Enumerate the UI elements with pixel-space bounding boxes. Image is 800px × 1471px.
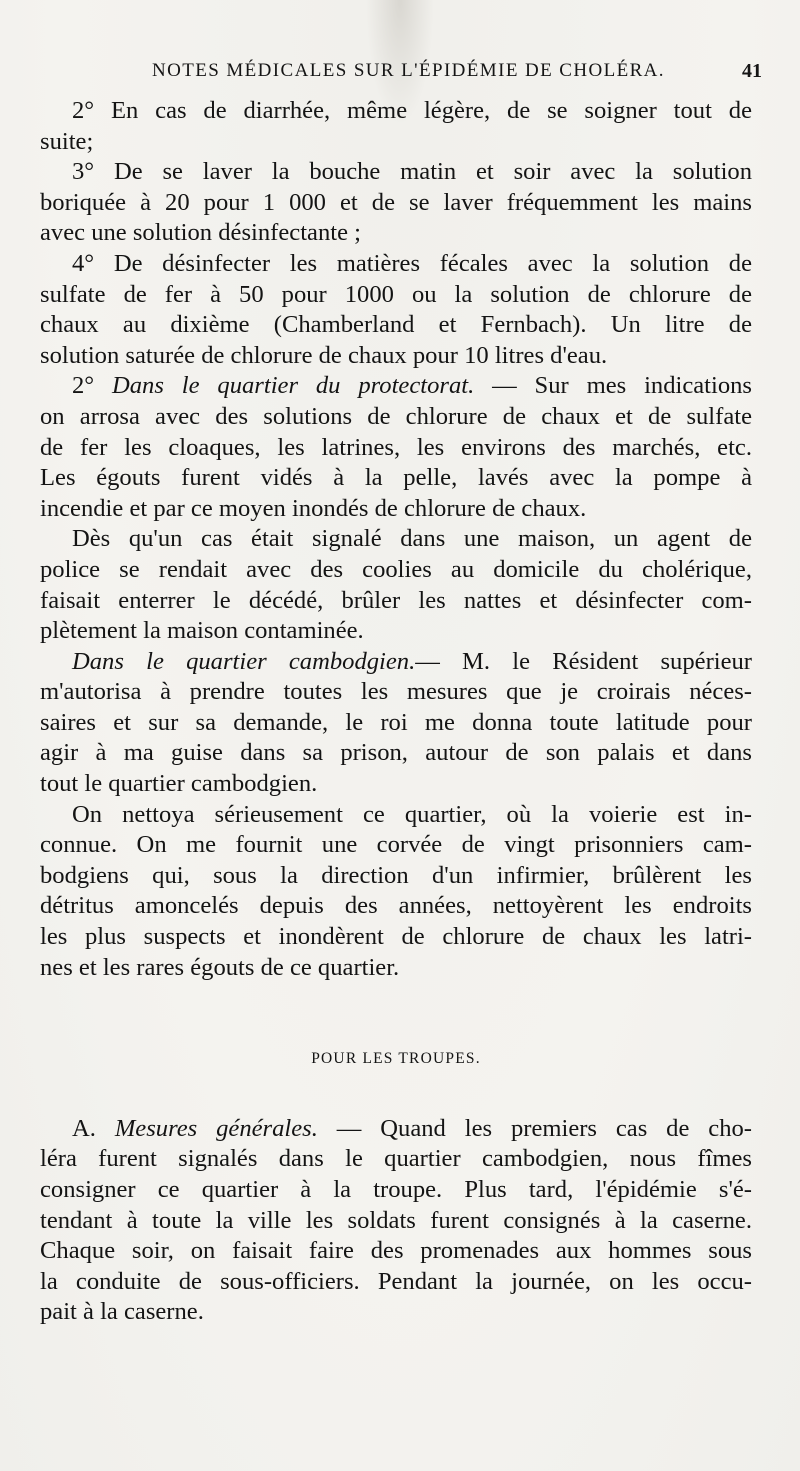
text-line: plètement la maison contaminée. — [40, 617, 364, 645]
section-heading: POUR LES TROUPES. — [311, 1050, 481, 1068]
text-line: incendie et par ce moyen inondés de chlorure de chaux. — [40, 494, 587, 522]
line-continuation: — M. le Résident supérieur — [415, 647, 752, 675]
italic-heading: Mesures générales. — [114, 1114, 318, 1142]
text-line: nes et les rares égouts de ce quartier. — [40, 953, 400, 981]
text-line: boriquée à 20 pour 1 000 et de se laver fréquemment les mains — [40, 188, 752, 216]
running-title: NOTES MÉDICALES SUR L'ÉPIDÉMIE DE CHOLÉRA. — [152, 60, 665, 81]
text-line: de fer les cloaques, les latrines, les environs des marchés, etc. — [40, 433, 752, 461]
text-line: la conduite de sous-officiers. Pendant la journée, on les occu- — [40, 1267, 752, 1295]
text-line: solution saturée de chlorure de chaux pour 10 litres d'eau. — [40, 341, 608, 369]
text-line — [40, 1114, 752, 1145]
text-line: agir à ma guise dans sa prison, autour de son palais et dans — [40, 739, 752, 767]
text-line: sulfate de fer à 50 pour 1000 ou la solution de chlorure de — [40, 280, 752, 308]
text-line: bodgiens qui, sous la direction d'un infirmier, brûlèrent les — [40, 861, 752, 889]
paragraph-number: 2° — [72, 372, 112, 400]
text-line: tendant à toute la ville les soldats furent consignés à la caserne. — [40, 1206, 752, 1234]
text-line: Chaque soir, on faisait faire des promenades aux hommes sous — [40, 1237, 752, 1265]
text-line: Les égouts furent vidés à la pelle, lavés avec la pompe à — [40, 464, 752, 492]
italic-heading: Dans le quartier du protectorat. — [112, 372, 475, 400]
text-line: 2° En cas de diarrhée, même légère, de se soigner tout de — [72, 97, 752, 124]
text-line: Dès qu'un cas était signalé dans une maison, un agent de — [72, 525, 752, 553]
body-text — [40, 96, 752, 1328]
text-line: On nettoya sérieusement ce quartier, où la voierie est in- — [72, 800, 752, 828]
page-header — [62, 60, 762, 90]
text-line: connue. On me fournit une corvée de vingt prisonniers cam- — [40, 831, 752, 859]
text-line: avec une solution désinfectante ; — [40, 219, 361, 247]
text-line: consigner ce quartier à la troupe. Plus tard, l'épidémie s'é- — [40, 1176, 752, 1203]
text-line: les plus suspects et inondèrent de chlorure de chaux les latri- — [40, 923, 752, 951]
text-line: pait à la caserne. — [40, 1298, 204, 1326]
text-line: tout le quartier cambodgien. — [40, 770, 318, 798]
text-line: faisait enterrer le décédé, brûler les nattes et désinfecter com- — [40, 586, 752, 614]
text-line: suite; — [40, 127, 94, 155]
text-line: 4° De désinfecter les matières fécales avec la solution de — [72, 249, 752, 277]
italic-heading: Dans le quartier cambodgien. — [72, 647, 416, 675]
text-line: chaux au dixième (Chamberland et Fernbach). Un litre de — [40, 311, 752, 339]
text-line: détritus amoncelés depuis des années, nettoyèrent les endroits — [40, 892, 752, 920]
text-line — [40, 647, 752, 678]
page-number: 41 — [742, 60, 762, 82]
paragraph-number: A. — [72, 1114, 115, 1142]
text-line: léra furent signalés dans le quartier cambodgien, nous fîmes — [40, 1145, 752, 1173]
text-line — [40, 371, 752, 402]
text-line: police se rendait avec des coolies au domicile du cholérique, — [40, 555, 752, 583]
text-line: saires et sur sa demande, le roi me donna toute latitude pour — [40, 708, 752, 736]
text-line: 3° De se laver la bouche matin et soir avec la solution — [72, 158, 752, 186]
line-continuation: — Quand les premiers cas de cho- — [317, 1114, 752, 1142]
line-continuation: — Sur mes indications — [474, 372, 752, 400]
text-line: m'autorisa à prendre toutes les mesures que je croirais néces- — [40, 678, 752, 706]
text-line: on arrosa avec des solutions de chlorure de chaux et de sulfate — [40, 402, 752, 430]
